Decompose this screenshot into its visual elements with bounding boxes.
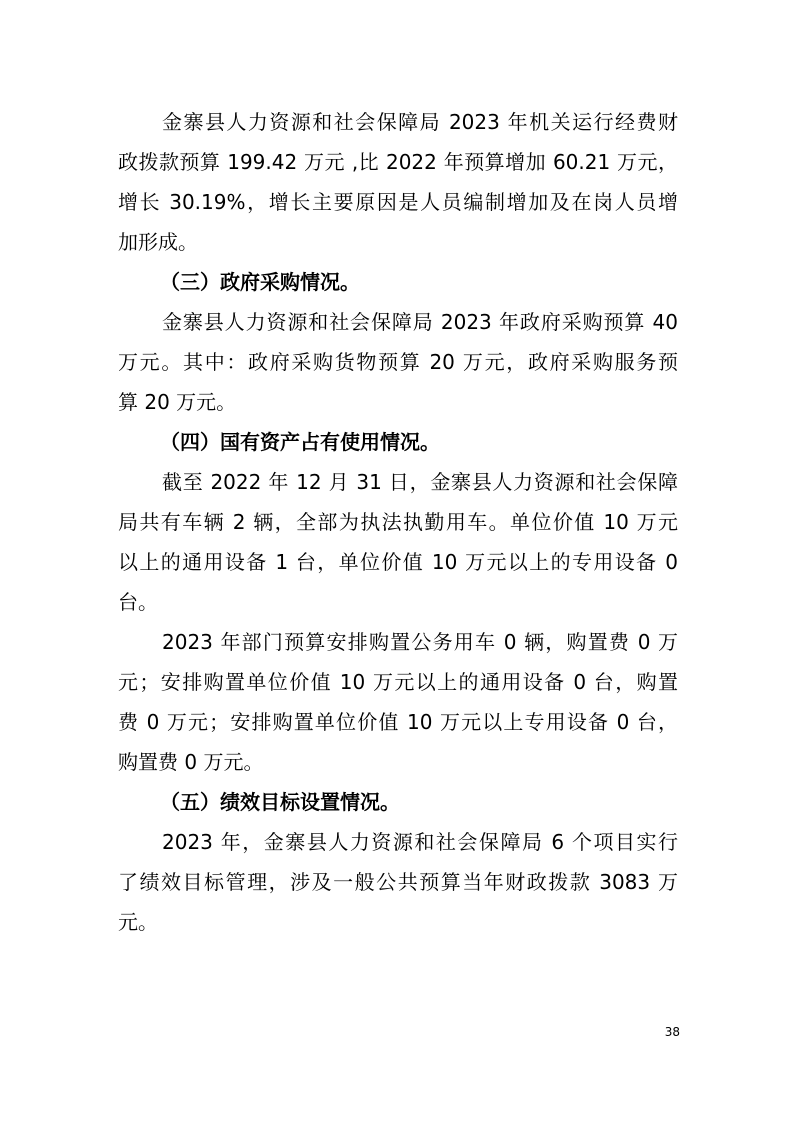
paragraph-line: 金寨县人力资源和社会保障局 2023 年机关运行经费财 — [162, 110, 678, 134]
paragraph-line: 台。 — [118, 590, 158, 614]
paragraph-line: 增长 30.19%，增长主要原因是人员编制增加及在岗人员增 — [118, 190, 678, 214]
paragraph-line: 金寨县人力资源和社会保障局 2023 年政府采购预算 40 — [162, 310, 678, 334]
paragraph-line: 元；安排购置单位价值 10 万元以上的通用设备 0 台，购置 — [118, 670, 678, 694]
paragraph-line: 加形成。 — [118, 230, 198, 254]
paragraph-line: 元。 — [118, 910, 158, 934]
paragraph-line: 2023 年部门预算安排购置公务用车 0 辆，购置费 0 万 — [162, 630, 678, 654]
paragraph-line: 算 20 万元。 — [118, 390, 237, 414]
section-heading-performance-targets: （五）绩效目标设置情况。 — [160, 790, 400, 814]
paragraph-line: 截至 2022 年 12 月 31 日，金寨县人力资源和社会保障 — [162, 470, 678, 494]
paragraph-line: 了绩效目标管理，涉及一般公共预算当年财政拨款 3083 万 — [118, 870, 678, 894]
page-number: 38 — [664, 1025, 680, 1039]
paragraph-line: 2023 年，金寨县人力资源和社会保障局 6 个项目实行 — [162, 830, 678, 854]
paragraph-line: 购置费 0 万元。 — [118, 750, 264, 774]
paragraph-line: 万元。其中：政府采购货物预算 20 万元，政府采购服务预 — [118, 350, 678, 374]
paragraph-line: 局共有车辆 2 辆，全部为执法执勤用车。单位价值 10 万元 — [118, 510, 678, 534]
section-heading-state-assets: （四）国有资产占有使用情况。 — [160, 430, 440, 454]
paragraph-line: 政拨款预算 199.42 万元 ,比 2022 年预算增加 60.21 万元， — [118, 150, 678, 174]
paragraph-line: 费 0 万元；安排购置单位价值 10 万元以上专用设备 0 台， — [118, 710, 678, 734]
paragraph-line: 以上的通用设备 1 台，单位价值 10 万元以上的专用设备 0 — [118, 550, 678, 574]
section-heading-procurement: （三）政府采购情况。 — [160, 270, 360, 294]
